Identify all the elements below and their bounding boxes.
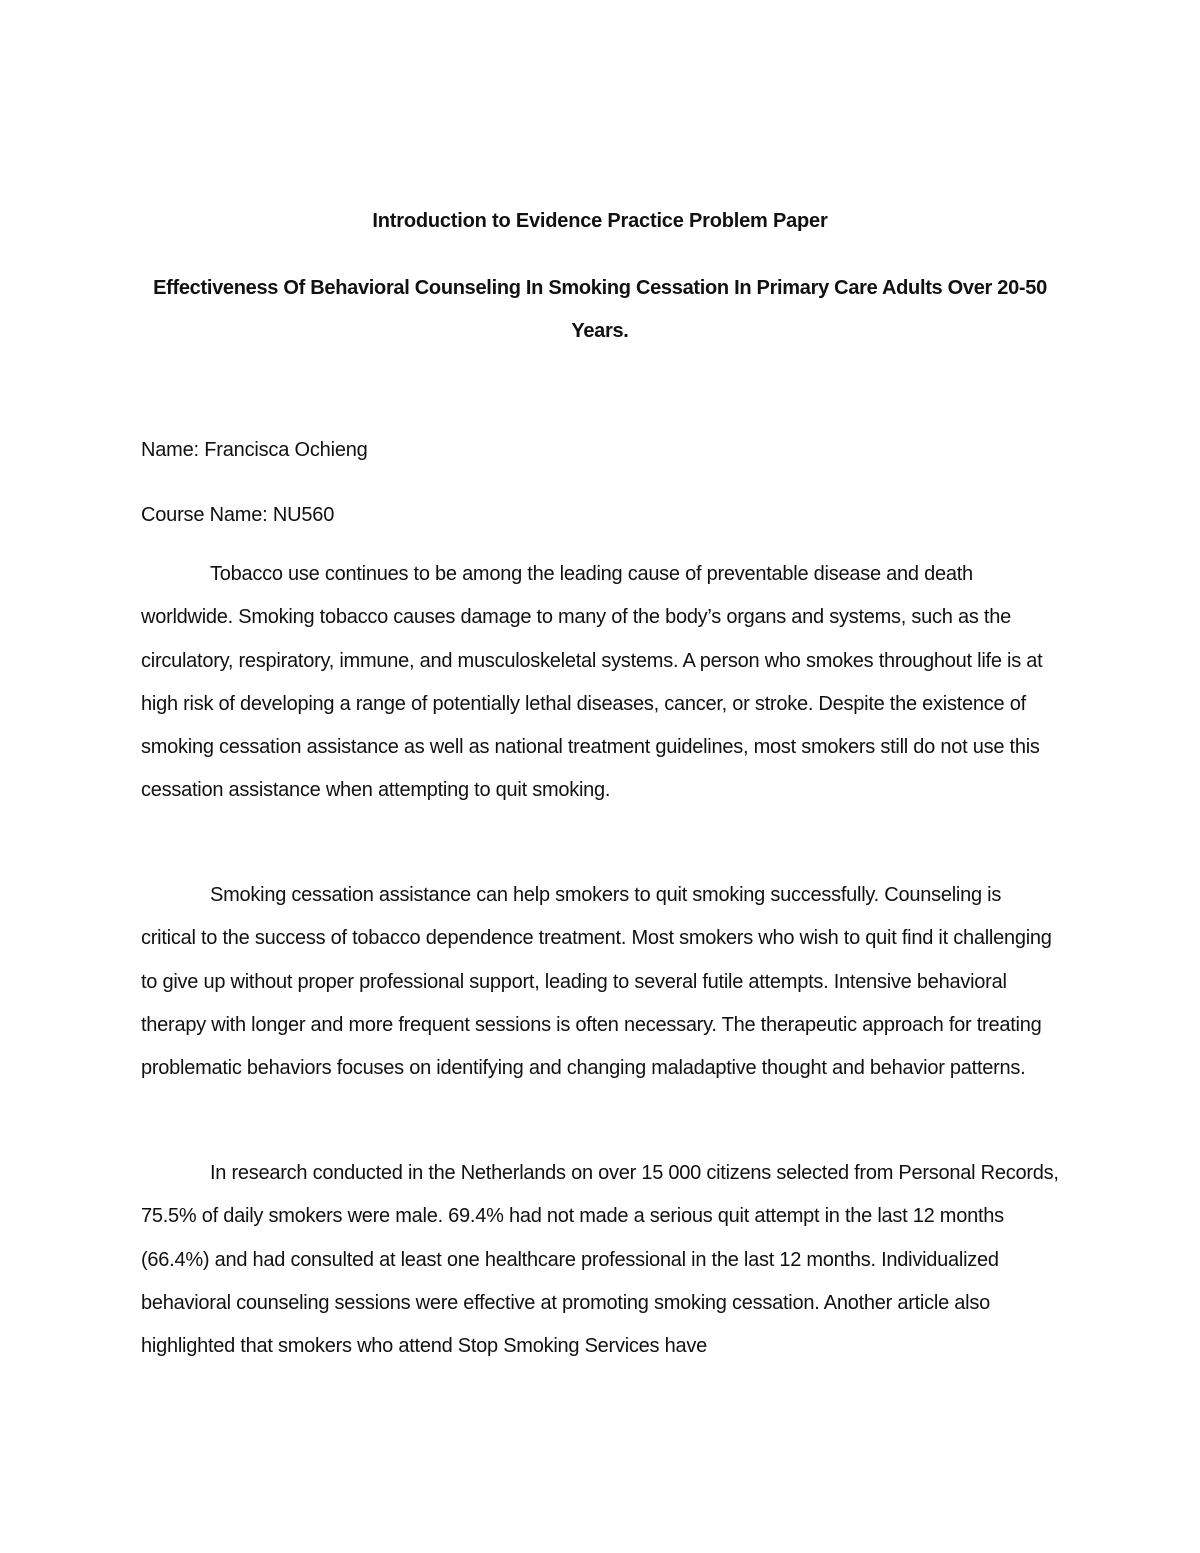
document-title: Introduction to Evidence Practice Problem Paper [372, 210, 828, 232]
author-name-line: Name: Francisca Ochieng [141, 439, 368, 461]
body-paragraph: Tobacco use continues to be among the leading cause of preventable disease and death worldwide. Smoking tobacco causes damage to many of the body’s organs and systems, such as the circulatory, respiratory, immune, and musculoskeletal systems. A person who smokes throughout life is at high risk of developing a range of potentially lethal diseases, cancer, or stroke. Despite the existence of smoking cessation assistance as well as national treatment guidelines, most smokers still do not use this cessation assistance when attempting to quit smoking. [141, 563, 1043, 802]
body-paragraph: Smoking cessation assistance can help smokers to quit smoking successfully. Counseling is critical to the success of tobacco dependence treatment. Most smokers who wish to quit find it challenging to give up without proper professional support, leading to several futile attempts. Intensive behavioral therapy with longer and more frequent sessions is often necessary. The therapeutic approach for treating problematic behaviors focuses on identifying and changing maladaptive thought and behavior patterns. [141, 884, 1052, 1080]
course-name-line: Course Name: NU560 [141, 504, 335, 526]
body-paragraph: In research conducted in the Netherlands on over 15 000 citizens selected from Personal Records, 75.5% of daily smokers were male. 69.4% had not made a serious quit attempt in the last 12 months (66.4%) and had consulted at least one healthcare professional in the last 12 months. Individualized behavioral counseling sessions were effective at promoting smoking cessation. Another article also highlighted that smokers who attend Stop Smoking Services have [141, 1162, 1059, 1358]
document-subtitle: Effectiveness Of Behavioral Counseling In Smoking Cessation In Primary Care Adults Over 20-50 Years. [153, 277, 1047, 342]
